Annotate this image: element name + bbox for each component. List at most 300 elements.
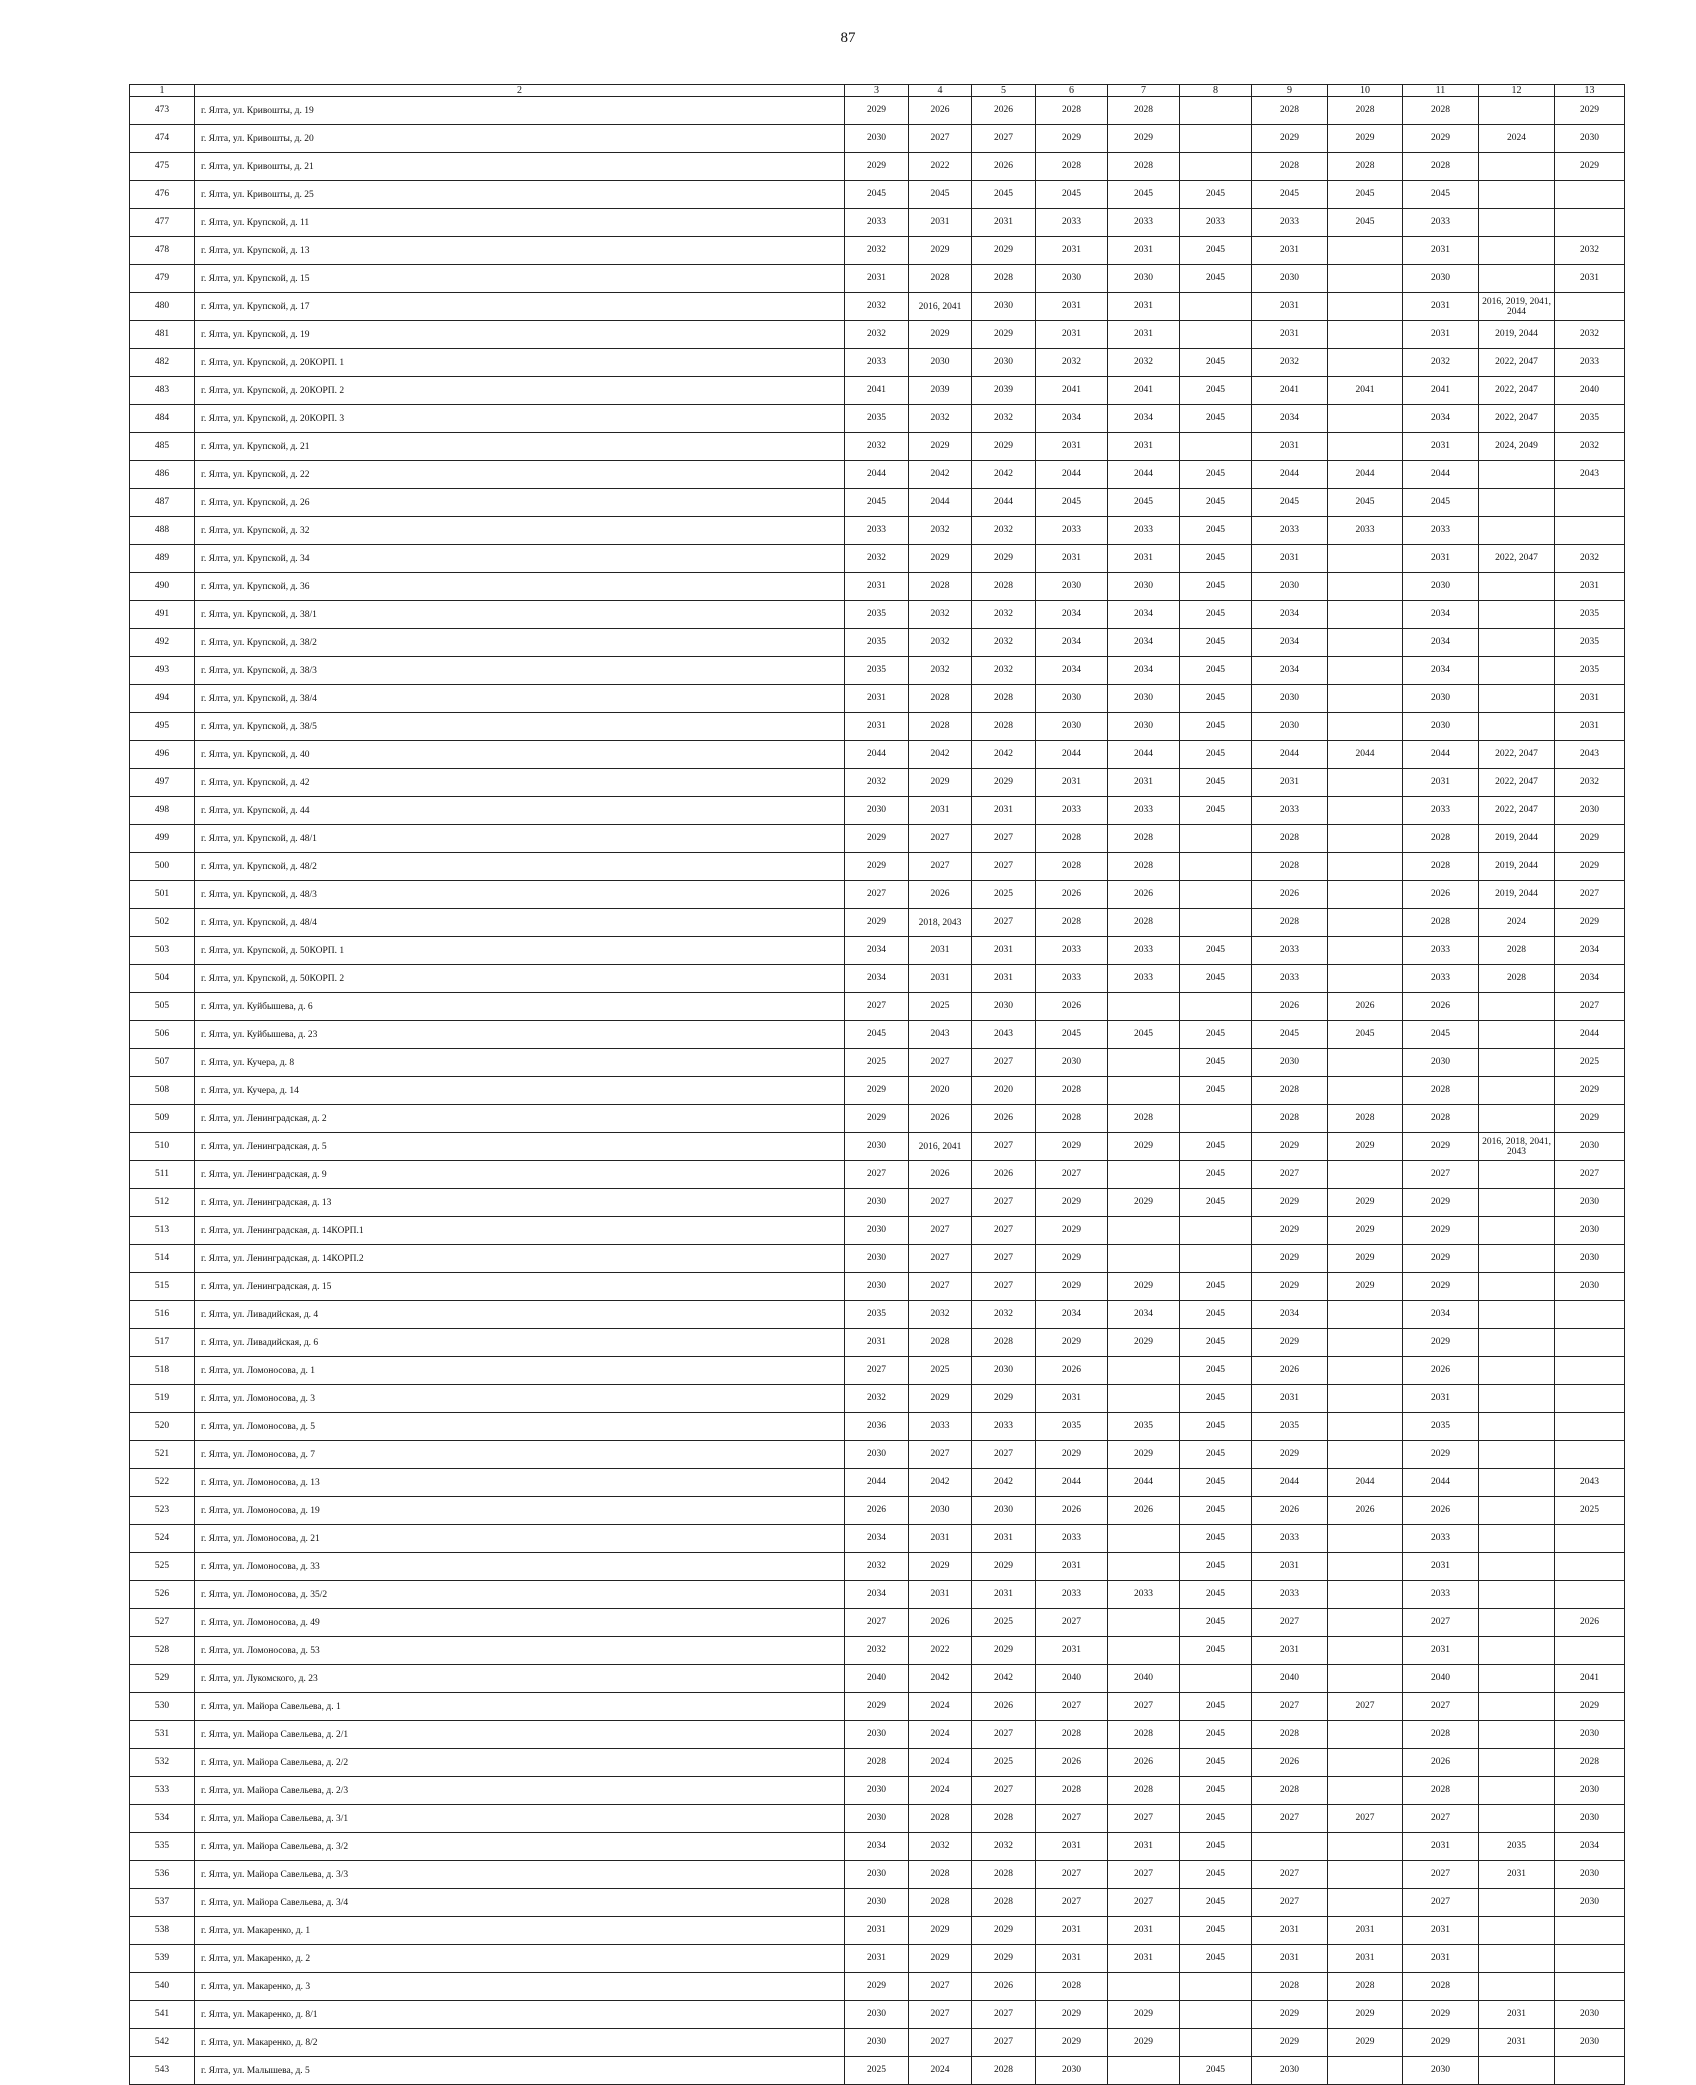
year-cell: 2031 [972,1581,1036,1609]
year-cell [1479,1777,1555,1805]
row-number: 527 [130,1609,195,1637]
year-cell: 2033 [1403,517,1479,545]
year-cell [1479,265,1555,293]
year-cell: 2031 [1108,293,1180,321]
year-cell: 2028 [1252,1077,1328,1105]
year-cell: 2031 [1403,1553,1479,1581]
year-cell: 2045 [1180,965,1252,993]
year-cell: 2030 [1555,1889,1625,1917]
year-cell [1108,1049,1180,1077]
year-cell: 2027 [1403,1805,1479,1833]
year-cell: 2031 [1252,1637,1328,1665]
year-cell: 2033 [1252,209,1328,237]
year-cell: 2031 [1328,1917,1403,1945]
year-cell: 2045 [1180,1749,1252,1777]
year-cell: 2034 [1108,1301,1180,1329]
year-cell: 2032 [1252,349,1328,377]
year-cell: 2045 [1180,1497,1252,1525]
year-cell: 2031 [845,713,909,741]
year-cell: 2044 [845,1469,909,1497]
year-cell: 2045 [1180,1609,1252,1637]
year-cell: 2045 [972,181,1036,209]
year-cell [1328,293,1403,321]
year-cell: 2034 [1403,1301,1479,1329]
year-cell: 2033 [1403,1525,1479,1553]
year-cell: 2024 [1479,909,1555,937]
address-cell: г. Ялта, ул. Крупской, д. 48/2 [195,853,845,881]
year-cell: 2029 [1403,1217,1479,1245]
year-cell: 2028 [909,1861,972,1889]
year-cell: 2034 [845,937,909,965]
year-cell: 2026 [1108,881,1180,909]
row-number: 542 [130,2029,195,2057]
year-cell: 2030 [1555,1133,1625,1161]
year-cell: 2029 [845,1077,909,1105]
row-number: 501 [130,881,195,909]
year-cell: 2016, 2019, 2041, 2044 [1479,293,1555,321]
year-cell: 2031 [1252,1917,1328,1945]
table-row [130,741,1625,769]
year-cell: 2032 [972,405,1036,433]
year-cell [1108,1553,1180,1581]
year-cell: 2027 [1036,1693,1108,1721]
year-cell: 2045 [1180,601,1252,629]
year-cell: 2029 [909,321,972,349]
row-number: 487 [130,489,195,517]
year-cell: 2043 [909,1021,972,1049]
year-cell: 2031 [1108,237,1180,265]
year-cell: 2032 [845,433,909,461]
address-cell: г. Ялта, ул. Кучера, д. 8 [195,1049,845,1077]
year-cell: 2033 [1403,1581,1479,1609]
year-cell: 2030 [845,1889,909,1917]
row-number: 522 [130,1469,195,1497]
year-cell: 2044 [845,461,909,489]
table-row [130,769,1625,797]
address-cell: г. Ялта, ул. Ломоносова, д. 21 [195,1525,845,1553]
year-cell [1479,657,1555,685]
year-cell: 2030 [1555,1777,1625,1805]
year-cell: 2045 [1252,1021,1328,1049]
year-cell: 2030 [1555,2029,1625,2057]
year-cell: 2035 [845,629,909,657]
year-cell [1328,1301,1403,1329]
year-cell: 2026 [1252,993,1328,1021]
year-cell: 2028 [909,265,972,293]
year-cell: 2033 [1036,1581,1108,1609]
year-cell: 2029 [1252,1133,1328,1161]
year-cell: 2033 [1108,517,1180,545]
table-row [130,881,1625,909]
year-cell: 2026 [1252,1357,1328,1385]
year-cell: 2040 [845,1665,909,1693]
row-number: 540 [130,1973,195,2001]
year-cell: 2026 [1252,1749,1328,1777]
table-row [130,2029,1625,2057]
year-cell: 2030 [845,1133,909,1161]
year-cell: 2030 [1555,1721,1625,1749]
address-cell: г. Ялта, ул. Куйбышева, д. 23 [195,1021,845,1049]
year-cell [1479,1609,1555,1637]
address-cell: г. Ялта, ул. Ленинградская, д. 14КОРП.1 [195,1217,845,1245]
year-cell: 2027 [1252,1861,1328,1889]
year-cell: 2031 [909,1525,972,1553]
year-cell: 2034 [1252,1301,1328,1329]
year-cell: 2031 [845,1329,909,1357]
year-cell [1479,1497,1555,1525]
address-cell: г. Ялта, ул. Майора Савельева, д. 3/4 [195,1889,845,1917]
year-cell: 2031 [1252,769,1328,797]
year-cell: 2035 [1403,1413,1479,1441]
year-cell: 2033 [1403,209,1479,237]
year-cell: 2028 [1036,853,1108,881]
year-cell [1328,937,1403,965]
year-cell: 2024, 2049 [1479,433,1555,461]
year-cell: 2026 [1328,1497,1403,1525]
year-cell: 2028 [1403,1077,1479,1105]
year-cell: 2033 [1108,797,1180,825]
year-cell [1479,1693,1555,1721]
year-cell: 2032 [909,601,972,629]
year-cell: 2032 [1555,321,1625,349]
year-cell [1479,1721,1555,1749]
year-cell: 2026 [1555,1609,1625,1637]
address-cell: г. Ялта, ул. Ленинградская, д. 14КОРП.2 [195,1245,845,1273]
address-cell: г. Ялта, ул. Крупской, д. 32 [195,517,845,545]
year-cell: 2033 [1180,209,1252,237]
year-cell: 2045 [1036,489,1108,517]
year-cell: 2034 [1108,405,1180,433]
year-cell: 2027 [972,1273,1036,1301]
year-cell: 2044 [972,489,1036,517]
year-cell: 2045 [1180,517,1252,545]
year-cell: 2027 [1108,1693,1180,1721]
year-cell: 2031 [1403,237,1479,265]
row-number: 488 [130,517,195,545]
year-cell: 2033 [1108,965,1180,993]
year-cell: 2045 [1180,1329,1252,1357]
year-cell [1328,769,1403,797]
year-cell: 2044 [1403,1469,1479,1497]
year-cell: 2028 [909,1805,972,1833]
table-row [130,1189,1625,1217]
year-cell: 2028 [1252,97,1328,125]
year-cell: 2029 [1108,1329,1180,1357]
year-cell [1479,2057,1555,2085]
table-row [130,713,1625,741]
year-cell [1479,1301,1555,1329]
address-cell: г. Ялта, ул. Ломоносова, д. 1 [195,1357,845,1385]
year-cell: 2045 [1180,461,1252,489]
year-cell: 2026 [972,97,1036,125]
row-number: 511 [130,1161,195,1189]
year-cell: 2030 [1036,685,1108,713]
year-cell: 2030 [972,1497,1036,1525]
address-cell: г. Ялта, ул. Майора Савельева, д. 3/3 [195,1861,845,1889]
year-cell: 2027 [909,1273,972,1301]
year-cell: 2029 [909,237,972,265]
table-row [130,489,1625,517]
address-cell: г. Ялта, ул. Кривошты, д. 20 [195,125,845,153]
year-cell: 2029 [1036,1133,1108,1161]
table-row [130,1161,1625,1189]
year-cell: 2028 [909,1889,972,1917]
year-cell: 2026 [1108,1749,1180,1777]
year-cell: 2041 [1555,1665,1625,1693]
year-cell: 2029 [1555,853,1625,881]
year-cell: 2026 [1036,1497,1108,1525]
year-cell [1328,1581,1403,1609]
year-cell: 2031 [1403,321,1479,349]
year-cell: 2030 [1555,797,1625,825]
address-cell: г. Ялта, ул. Крупской, д. 50КОРП. 1 [195,937,845,965]
address-cell: г. Ялта, ул. Крупской, д. 21 [195,433,845,461]
year-cell: 2026 [1328,993,1403,1021]
year-cell: 2031 [1252,433,1328,461]
year-cell: 2029 [972,321,1036,349]
year-cell [1555,489,1625,517]
year-cell: 2025 [1555,1497,1625,1525]
year-cell: 2031 [1036,1385,1108,1413]
address-cell: г. Ялта, ул. Кривошты, д. 21 [195,153,845,181]
year-cell [1479,461,1555,489]
year-cell: 2028 [1036,1105,1108,1133]
year-cell: 2031 [1252,1385,1328,1413]
year-cell: 2029 [909,1553,972,1581]
year-cell: 2028 [972,1861,1036,1889]
year-cell: 2026 [1252,881,1328,909]
year-cell [1479,601,1555,629]
year-cell: 2031 [1403,545,1479,573]
year-cell [1555,209,1625,237]
year-cell: 2025 [972,1749,1036,1777]
year-cell: 2028 [1403,853,1479,881]
address-cell: г. Ялта, ул. Ленинградская, д. 15 [195,1273,845,1301]
address-cell: г. Ялта, ул. Кучера, д. 14 [195,1077,845,1105]
year-cell: 2032 [1108,349,1180,377]
row-number: 479 [130,265,195,293]
year-cell [1252,1833,1328,1861]
row-number: 523 [130,1497,195,1525]
year-cell: 2031 [1036,1833,1108,1861]
table-row [130,349,1625,377]
year-cell: 2028 [1403,97,1479,125]
year-cell: 2033 [1555,349,1625,377]
year-cell: 2022, 2047 [1479,545,1555,573]
year-cell [1180,1217,1252,1245]
year-cell: 2026 [909,97,972,125]
year-cell: 2027 [1036,1609,1108,1637]
address-cell: г. Ялта, ул. Ленинградская, д. 5 [195,1133,845,1161]
year-cell: 2029 [1036,2001,1108,2029]
year-cell: 2031 [1479,2001,1555,2029]
address-cell: г. Ялта, ул. Крупской, д. 17 [195,293,845,321]
year-cell: 2041 [1252,377,1328,405]
year-cell: 2027 [1403,1861,1479,1889]
column-header: 13 [1555,85,1625,97]
year-cell: 2029 [845,909,909,937]
year-cell [1479,685,1555,713]
address-cell: г. Ялта, ул. Ломоносова, д. 3 [195,1385,845,1413]
year-cell: 2029 [1328,1245,1403,1273]
year-cell: 2032 [1555,237,1625,265]
year-cell: 2030 [1252,713,1328,741]
year-cell: 2020 [972,1077,1036,1105]
row-number: 478 [130,237,195,265]
row-number: 533 [130,1777,195,1805]
year-cell: 2032 [1403,349,1479,377]
year-cell [1328,1077,1403,1105]
column-header: 4 [909,85,972,97]
year-cell: 2045 [1180,1273,1252,1301]
row-number: 476 [130,181,195,209]
year-cell: 2029 [909,433,972,461]
year-cell: 2026 [1108,1497,1180,1525]
year-cell: 2045 [1180,181,1252,209]
year-cell: 2032 [909,629,972,657]
year-cell: 2045 [1036,1021,1108,1049]
year-cell: 2043 [972,1021,1036,1049]
year-cell: 2027 [845,1357,909,1385]
year-cell: 2030 [845,1861,909,1889]
year-cell: 2034 [1555,1833,1625,1861]
row-number: 508 [130,1077,195,1105]
year-cell: 2035 [845,601,909,629]
year-cell: 2030 [845,1273,909,1301]
year-cell: 2044 [1252,461,1328,489]
year-cell: 2031 [909,965,972,993]
column-header: 6 [1036,85,1108,97]
year-cell: 2045 [1180,405,1252,433]
row-number: 534 [130,1805,195,1833]
year-cell [1180,1973,1252,2001]
year-cell [1479,1581,1555,1609]
year-cell: 2027 [1555,881,1625,909]
year-cell: 2029 [1108,1133,1180,1161]
row-number: 498 [130,797,195,825]
year-cell: 2032 [845,293,909,321]
column-header: 11 [1403,85,1479,97]
year-cell: 2027 [1252,1805,1328,1833]
year-cell: 2041 [1036,377,1108,405]
year-cell: 2045 [1328,489,1403,517]
year-cell: 2034 [1036,405,1108,433]
year-cell [1479,1021,1555,1049]
year-cell: 2027 [909,853,972,881]
year-cell: 2033 [845,349,909,377]
address-cell: г. Ялта, ул. Майора Савельева, д. 2/1 [195,1721,845,1749]
year-cell: 2034 [845,1525,909,1553]
year-cell: 2030 [972,349,1036,377]
row-number: 519 [130,1385,195,1413]
address-cell: г. Ялта, ул. Майора Савельева, д. 2/2 [195,1749,845,1777]
year-cell: 2045 [1328,181,1403,209]
table-row [130,1721,1625,1749]
year-cell [1180,853,1252,881]
year-cell: 2030 [845,1721,909,1749]
table-row [130,825,1625,853]
year-cell [1479,1161,1555,1189]
year-cell: 2029 [1036,1189,1108,1217]
year-cell: 2030 [1555,1861,1625,1889]
table-row [130,1525,1625,1553]
year-cell: 2026 [972,153,1036,181]
year-cell: 2045 [1328,1021,1403,1049]
year-cell: 2028 [1403,825,1479,853]
year-cell: 2028 [1252,153,1328,181]
year-cell: 2035 [1555,629,1625,657]
row-number: 525 [130,1553,195,1581]
year-cell: 2030 [1108,713,1180,741]
year-cell [1328,825,1403,853]
year-cell: 2027 [1403,1609,1479,1637]
year-cell: 2019, 2044 [1479,825,1555,853]
year-cell: 2045 [1252,489,1328,517]
year-cell: 2026 [1403,993,1479,1021]
year-cell: 2042 [972,741,1036,769]
row-number: 512 [130,1189,195,1217]
year-cell [1555,1581,1625,1609]
table-row [130,433,1625,461]
year-cell: 2032 [909,1833,972,1861]
year-cell: 2029 [1403,1133,1479,1161]
year-cell [1328,265,1403,293]
year-cell: 2035 [1108,1413,1180,1441]
year-cell: 2033 [1328,517,1403,545]
year-cell [1479,1665,1555,1693]
year-cell: 2045 [1180,1945,1252,1973]
year-cell [1479,1245,1555,1273]
year-cell: 2028 [1036,153,1108,181]
year-cell: 2031 [1036,293,1108,321]
year-cell: 2030 [1252,265,1328,293]
address-cell: г. Ялта, ул. Ломоносова, д. 53 [195,1637,845,1665]
year-cell: 2029 [1403,1329,1479,1357]
year-cell: 2030 [1403,713,1479,741]
year-cell: 2045 [1180,1889,1252,1917]
year-cell: 2045 [1180,1637,1252,1665]
year-cell: 2032 [972,517,1036,545]
year-cell: 2029 [972,1637,1036,1665]
year-cell [1328,1385,1403,1413]
year-cell: 2034 [845,965,909,993]
row-number: 474 [130,125,195,153]
year-cell: 2045 [1180,1581,1252,1609]
year-cell: 2028 [1108,153,1180,181]
year-cell: 2045 [1180,2057,1252,2085]
year-cell: 2026 [1252,1497,1328,1525]
row-number: 541 [130,2001,195,2029]
year-cell: 2029 [845,1693,909,1721]
year-cell: 2034 [1555,937,1625,965]
year-cell: 2022, 2047 [1479,377,1555,405]
row-number: 480 [130,293,195,321]
table-row [130,1833,1625,1861]
address-cell: г. Ялта, ул. Ломоносова, д. 35/2 [195,1581,845,1609]
year-cell: 2034 [1403,601,1479,629]
year-cell: 2029 [1403,1441,1479,1469]
year-cell: 2031 [1403,1833,1479,1861]
year-cell: 2029 [972,1945,1036,1973]
row-number: 497 [130,769,195,797]
year-cell: 2031 [1555,713,1625,741]
row-number: 481 [130,321,195,349]
year-cell: 2027 [972,125,1036,153]
year-cell: 2034 [1036,1301,1108,1329]
table-row [130,1693,1625,1721]
year-cell [1479,1189,1555,1217]
year-cell: 2030 [1252,685,1328,713]
